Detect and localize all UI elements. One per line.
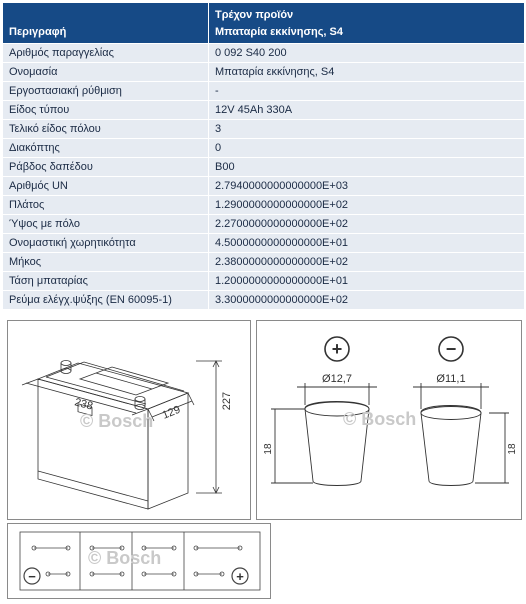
row-value: - [209,82,525,101]
table-row [3,272,525,291]
row-value: 2.7940000000000000E+03 [209,177,525,196]
row-value: 0 [209,139,525,158]
watermark-bosch-1: © Bosch [80,411,154,431]
row-label: Αριθμός παραγγελίας [3,44,209,63]
row-value: 12V 45Ah 330A [209,101,525,120]
dim-width-label: 129 [160,403,183,422]
row-label: Αριθμός UN [3,177,209,196]
layout-minus-symbol: − [28,569,36,584]
row-value: 4.5000000000000000E+01 [209,234,525,253]
header-current-product [209,3,525,44]
table-row [3,215,525,234]
dia-plus-label: Ø12,7 [322,373,352,385]
terminal-drawing [257,321,521,519]
table-row [3,158,525,177]
table-header-row [3,3,525,44]
table-row [3,234,525,253]
height-left-label: 18 [263,443,274,455]
table-row [3,177,525,196]
battery-drawing [8,321,250,519]
watermark-bosch-3: © Bosch [88,548,162,568]
table-row [3,253,525,272]
minus-symbol: − [445,339,457,359]
height-right-label: 18 [507,443,518,455]
layout-drawing-panel [7,523,271,599]
spec-table [2,2,525,310]
table-row [3,291,525,310]
header-current-product-line1: Τρέχον προϊόν [215,9,294,21]
table-row [3,196,525,215]
row-label: Είδος τύπου [3,101,209,120]
dia-minus-label: Ø11,1 [436,373,466,385]
plus-symbol: + [331,339,343,359]
table-row [3,139,525,158]
header-description: Περιγραφή [3,3,209,44]
row-value: 2.3800000000000000E+02 [209,253,525,272]
row-label: Ρεύμα ελέγχ.ψύξης (EN 60095-1) [3,291,209,310]
row-label: Τελικό είδος πόλου [3,120,209,139]
row-label: Ονομαστική χωρητικότητα [3,234,209,253]
row-label: Διακόπτης [3,139,209,158]
layout-plus-symbol: + [236,569,244,584]
table-row [3,44,525,63]
battery-drawing-panel [7,320,251,520]
row-value: 2.2700000000000000E+02 [209,215,525,234]
row-label: Εργοστασιακή ρύθμιση [3,82,209,101]
row-label: Ονομασία [3,63,209,82]
row-label: Πλάτος [3,196,209,215]
row-label: Ράβδος δαπέδου [3,158,209,177]
layout-drawing [8,524,270,598]
watermark-bosch-2: © Bosch [343,409,417,429]
terminal-drawing-panel [256,320,522,520]
header-current-product-line2: Μπαταρία εκκίνησης, S4 [215,26,343,38]
table-row [3,63,525,82]
row-label: Μήκος [3,253,209,272]
row-label: Τάση μπαταρίας [3,272,209,291]
row-value: Μπαταρία εκκίνησης, S4 [209,63,525,82]
table-row [3,120,525,139]
row-value: 1.2000000000000000E+01 [209,272,525,291]
row-value: 1.2900000000000000E+02 [209,196,525,215]
row-value: 0 092 S40 200 [209,44,525,63]
dim-height-label: 227 [221,391,233,411]
row-value: 3 [209,120,525,139]
row-value: 3.3000000000000000E+02 [209,291,525,310]
row-label: Ύψος με πόλο [3,215,209,234]
row-value: B00 [209,158,525,177]
dim-length-label: 238 [73,396,95,413]
table-row [3,101,525,120]
table-row [3,82,525,101]
